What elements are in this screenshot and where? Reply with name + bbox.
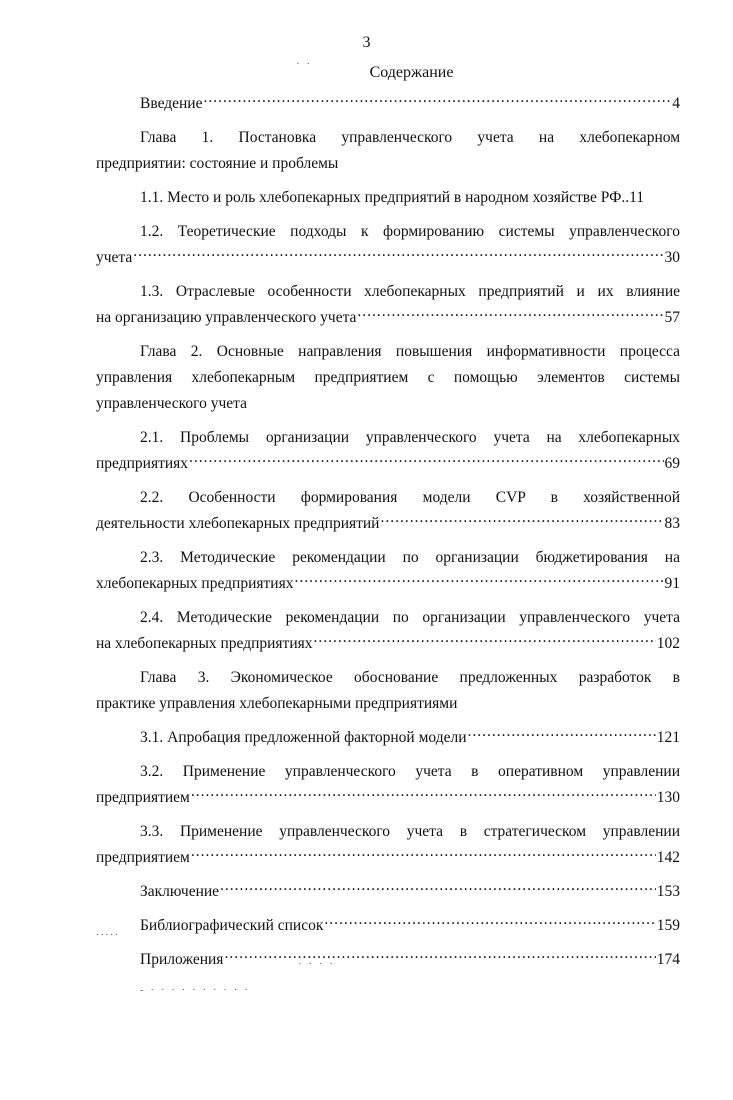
scan-speck: - · · · · · · · · · ·	[140, 984, 250, 996]
scan-speck: .....	[96, 926, 120, 938]
toc-entry-3-3	[96, 819, 680, 871]
leader-dots	[294, 573, 663, 589]
toc-entry-label-continued: управленческого учета	[96, 395, 247, 412]
toc-entry-2-3	[96, 545, 680, 597]
toc-entry-label: 2.3. Методические рекомендации по организации бюджетирования на	[140, 549, 680, 566]
toc-page-number: 4	[672, 95, 680, 112]
leader-dots	[220, 881, 656, 897]
toc-page-number: 57	[664, 309, 680, 326]
toc-entry-label-continued: учета	[96, 249, 133, 266]
toc-entry-chapter-1	[96, 125, 680, 177]
toc-page-number: 102	[656, 635, 680, 652]
page-title: Содержание	[369, 64, 454, 81]
toc-entry-label-continued: на хлебопекарных предприятиях	[96, 635, 313, 652]
toc-entry-label: Глава 1. Постановка управленческого учета на хлебопекарном	[140, 129, 680, 146]
toc-page-number: 153	[656, 883, 680, 900]
leader-dots	[191, 787, 656, 803]
scan-speck: · ·	[296, 58, 313, 70]
toc-page-number: 130	[656, 789, 680, 806]
toc-entry-label: 3.3. Применение управленческого учета в стратегическом управлении	[140, 823, 680, 840]
toc-entry-3-2	[96, 759, 680, 811]
toc-entry-2-1	[96, 425, 680, 477]
toc-entry-3-1	[96, 725, 680, 751]
scan-speck: · · · ·	[298, 958, 335, 970]
toc-entry-label-continued: на организацию управленческого учета	[96, 309, 357, 326]
toc-page-number: 142	[656, 849, 680, 866]
toc-entry-label-continued: деятельности хлебопекарных предприятий	[96, 515, 380, 532]
toc-entry-1-3	[96, 279, 680, 331]
toc-entry-label: 3.1. Апробация предложенной факторной модели	[140, 729, 467, 746]
toc-entry-label-continued: предприятием	[96, 849, 190, 866]
toc-entry-appendices	[96, 947, 680, 973]
leader-dots	[191, 847, 656, 863]
leader-dots	[357, 307, 663, 323]
leader-dots: ..	[621, 189, 630, 206]
leader-dots	[324, 915, 655, 931]
toc-entry-label: Глава 3. Экономическое обоснование предложенных разработок в	[140, 669, 680, 686]
toc-entry-label: 1.3. Отраслевые особенности хлебопекарных предприятий и их влияние	[140, 283, 680, 300]
toc-entry-label: 3.2. Применение управленческого учета в оперативном управлении	[140, 763, 680, 780]
toc-page-number: 83	[664, 515, 680, 532]
toc-entry-label: Библиографический список	[140, 917, 324, 934]
toc-entry-label: Заключение	[140, 883, 220, 900]
leader-dots	[203, 93, 671, 109]
toc-entry-label-continued: предприятиях	[96, 455, 189, 472]
toc-entry-label: 1.2. Теоретические подходы к формированию системы управленческого	[140, 223, 680, 240]
toc-entry-label-continued: предприятии: состояние и проблемы	[96, 155, 339, 172]
toc-page-number: 91	[664, 575, 680, 592]
toc-page-number: 11	[629, 189, 645, 206]
toc-entry-label-continued: практике управления хлебопекарными предприятиями	[96, 695, 458, 712]
toc-entry-chapter-3	[96, 665, 680, 717]
leader-dots	[314, 633, 656, 649]
leader-dots	[189, 453, 663, 469]
toc-entry-conclusion	[96, 879, 680, 905]
toc-entry-1-2	[96, 219, 680, 271]
toc-entry-label: 2.4. Методические рекомендации по организации управленческого учета	[140, 609, 680, 626]
toc-entry-2-2	[96, 485, 680, 537]
toc-page-number: 69	[664, 455, 680, 472]
toc-entry-label: Глава 2. Основные направления повышения информативности процесса	[140, 343, 680, 360]
toc-entry-bibliography	[96, 913, 680, 939]
toc-entry-label-continued: хлебопекарных предприятиях	[96, 575, 294, 592]
leader-dots	[133, 247, 663, 263]
leader-dots	[380, 513, 663, 529]
toc-entry-label-continued: управления хлебопекарным предприятием с помощью элементов системы	[96, 369, 680, 386]
toc-entry-label: Введение	[140, 95, 203, 112]
toc-entry-2-4	[96, 605, 680, 657]
leader-dots	[468, 727, 656, 743]
toc-entry-label: 2.1. Проблемы организации управленческого учета на хлебопекарных	[140, 429, 680, 446]
toc-entry-introduction	[96, 91, 680, 117]
leader-dots	[224, 949, 655, 965]
toc-entry-1-1	[96, 185, 680, 211]
toc-entry-label: Приложения	[140, 951, 224, 968]
page-number: 3	[362, 34, 371, 51]
toc-page-number: 159	[656, 917, 680, 934]
toc-entry-label: 2.2. Особенности формирования модели CVP в хозяйственной	[140, 489, 680, 506]
toc-page-number: 121	[656, 729, 680, 746]
toc-page-number: 30	[664, 249, 680, 266]
toc-entry-label: 1.1. Место и роль хлебопекарных предприятий в народном хозяйстве РФ	[140, 189, 622, 206]
toc-page-number: 174	[656, 951, 680, 968]
table-of-contents	[96, 91, 680, 973]
toc-entry-chapter-2	[96, 339, 680, 417]
toc-entry-label-continued: предприятием	[96, 789, 190, 806]
